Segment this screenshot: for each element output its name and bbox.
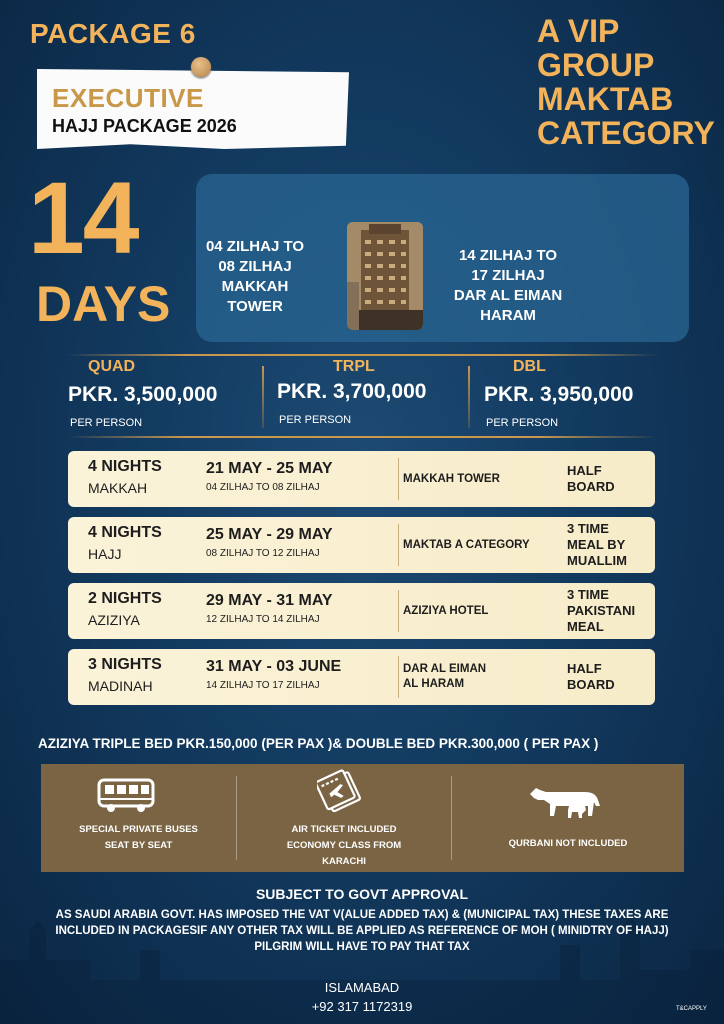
meal-line: BOARD xyxy=(567,677,615,692)
price-type-dbl: DBL xyxy=(513,358,546,375)
price-amount-dbl: PKR. 3,950,000 xyxy=(484,383,634,406)
price-per-dbl: PER PERSON xyxy=(486,417,559,429)
row-city: AZIZIYA xyxy=(88,612,140,628)
feature-line: AIR TICKET INCLUDED xyxy=(291,824,397,835)
hotel-line: AL HARAM xyxy=(403,678,465,690)
package-number: PACKAGE 6 xyxy=(30,18,196,49)
hotel-line: MAKKAH TOWER xyxy=(403,472,500,485)
row-divider xyxy=(398,590,399,632)
office-city: ISLAMABAD xyxy=(324,980,400,995)
govt-approval-note: SUBJECT TO GOVT APPROVAL xyxy=(255,886,469,902)
price-top-divider xyxy=(66,354,658,356)
hotel-line: DAR AL EIMAN xyxy=(403,663,487,675)
air-ticket-icon xyxy=(317,766,367,814)
price-type-quad: QUAD xyxy=(88,358,136,375)
summary-line: DAR AL EIMAN xyxy=(453,287,563,304)
summary-line: MAKKAH xyxy=(221,278,289,295)
itinerary-row xyxy=(68,649,655,705)
row-dates: 25 MAY - 29 MAY xyxy=(206,526,333,543)
row-dates: 29 MAY - 31 MAY xyxy=(206,592,333,609)
contact-phone[interactable]: +92 317 1172319 xyxy=(311,999,413,1014)
row-nights: 4 NIGHTS xyxy=(88,458,162,475)
price-per-quad: PER PERSON xyxy=(70,417,143,429)
madinah-hotel-summary xyxy=(430,246,586,326)
package-title: EXECUTIVE xyxy=(52,83,204,113)
category-line: GROUP xyxy=(537,47,655,83)
pin-icon xyxy=(191,57,211,77)
category-line: CATEGORY xyxy=(537,115,715,151)
row-city: MAKKAH xyxy=(88,480,148,496)
package-subtitle: HAJJ PACKAGE 2026 xyxy=(52,116,237,136)
price-type-trpl: TRPL xyxy=(333,358,375,375)
row-zilhaj: 08 ZILHAJ TO 12 ZILHAJ xyxy=(206,548,320,559)
features-panel xyxy=(41,764,684,872)
category-line: MAKTAB xyxy=(537,81,674,117)
row-hotel xyxy=(403,649,553,705)
row-zilhaj: 14 ZILHAJ TO 17 ZILHAJ xyxy=(206,680,320,691)
row-meal xyxy=(567,451,657,507)
price-amount-quad: PKR. 3,500,000 xyxy=(68,383,218,406)
disclaimer-line: PILGRIM WILL HAVE TO PAY THAT TAX xyxy=(254,941,470,953)
row-meal xyxy=(567,583,657,639)
feature-line: ECONOMY CLASS FROM xyxy=(286,840,402,851)
cow-icon xyxy=(526,780,612,820)
itinerary-row xyxy=(68,451,655,507)
tower-building-icon xyxy=(347,222,423,330)
hotel-line: MAKTAB A CATEGORY xyxy=(403,538,530,551)
meal-line: MEAL BY xyxy=(567,537,626,552)
feature-line: QURBANI NOT INCLUDED xyxy=(508,838,628,849)
row-divider xyxy=(398,524,399,566)
meal-line: HALF xyxy=(567,463,602,478)
row-hotel xyxy=(403,517,553,573)
meal-line: 3 TIME xyxy=(567,521,609,536)
terms-note: T&CAPPLY xyxy=(676,1006,707,1012)
hotel-line: AZIZIYA HOTEL xyxy=(403,604,489,617)
duration-unit: DAYS xyxy=(36,276,171,332)
summary-line: 17 ZILHAJ xyxy=(471,267,545,284)
row-meal xyxy=(567,517,657,573)
row-zilhaj: 12 ZILHAJ TO 14 ZILHAJ xyxy=(206,614,320,625)
price-separator xyxy=(468,366,470,428)
price-amount-trpl: PKR. 3,700,000 xyxy=(277,380,427,403)
feature-line: SPECIAL PRIVATE BUSES xyxy=(79,824,198,835)
row-divider xyxy=(398,656,399,698)
row-nights: 3 NIGHTS xyxy=(88,656,162,673)
bus-icon xyxy=(97,778,157,814)
meal-line: MUALLIM xyxy=(567,553,627,568)
disclaimer-line: AS SAUDI ARABIA GOVT. HAS IMPOSED THE VAT V(ALUE ADDED TAX) & (MUNICIPAL TAX) THESE TAXES ARE xyxy=(55,909,669,921)
feature-line: SEAT BY SEAT xyxy=(104,840,173,851)
summary-line: 04 ZILHAJ TO xyxy=(205,238,305,255)
category-heading xyxy=(537,14,715,150)
meal-line: PAKISTANI xyxy=(567,603,636,618)
row-hotel xyxy=(403,451,553,507)
feature-air-ticket xyxy=(237,764,451,872)
row-nights: 4 NIGHTS xyxy=(88,524,162,541)
row-city: HAJJ xyxy=(88,546,122,562)
itinerary-row xyxy=(68,517,655,573)
feature-line: KARACHI xyxy=(322,856,366,867)
feature-qurbani xyxy=(452,764,684,872)
duration-number: 14 xyxy=(28,161,138,275)
price-per-trpl: PER PERSON xyxy=(279,414,352,426)
summary-line: 14 ZILHAJ TO xyxy=(458,247,558,264)
disclaimer-line: INCLUDED IN PACKAGESIF ANY OTHER TAX WILL BE APPLIED AS REFERENCE OF MOH ( MINIDTRY OF HAJJ) xyxy=(55,925,669,937)
row-zilhaj: 04 ZILHAJ TO 08 ZILHAJ xyxy=(206,482,320,493)
summary-line: TOWER xyxy=(227,298,283,315)
row-nights: 2 NIGHTS xyxy=(88,590,162,607)
meal-line: BOARD xyxy=(567,479,615,494)
summary-line: HARAM xyxy=(480,307,536,324)
category-line: A VIP xyxy=(537,13,620,49)
meal-line: HALF xyxy=(567,661,602,676)
summary-line: 08 ZILHAJ xyxy=(218,258,292,275)
vat-disclaimer xyxy=(20,907,704,955)
row-city: MADINAH xyxy=(88,678,153,694)
meal-line: MEAL xyxy=(567,619,604,634)
row-dates: 31 MAY - 03 JUNE xyxy=(206,658,342,675)
makkah-hotel-summary xyxy=(205,237,305,317)
price-separator xyxy=(262,366,264,428)
price-bottom-divider xyxy=(66,436,658,438)
row-hotel xyxy=(403,583,553,639)
makkah-tower-photo xyxy=(347,222,423,330)
row-dates: 21 MAY - 25 MAY xyxy=(206,460,333,477)
meal-line: 3 TIME xyxy=(567,587,609,602)
aziziya-room-note: AZIZIYA TRIPLE BED PKR.150,000 (PER PAX )& DOUBLE BED PKR.300,000 ( PER PAX ) xyxy=(38,736,599,751)
row-divider xyxy=(398,458,399,500)
itinerary-row xyxy=(68,583,655,639)
row-meal xyxy=(567,649,657,705)
feature-buses xyxy=(41,764,236,872)
